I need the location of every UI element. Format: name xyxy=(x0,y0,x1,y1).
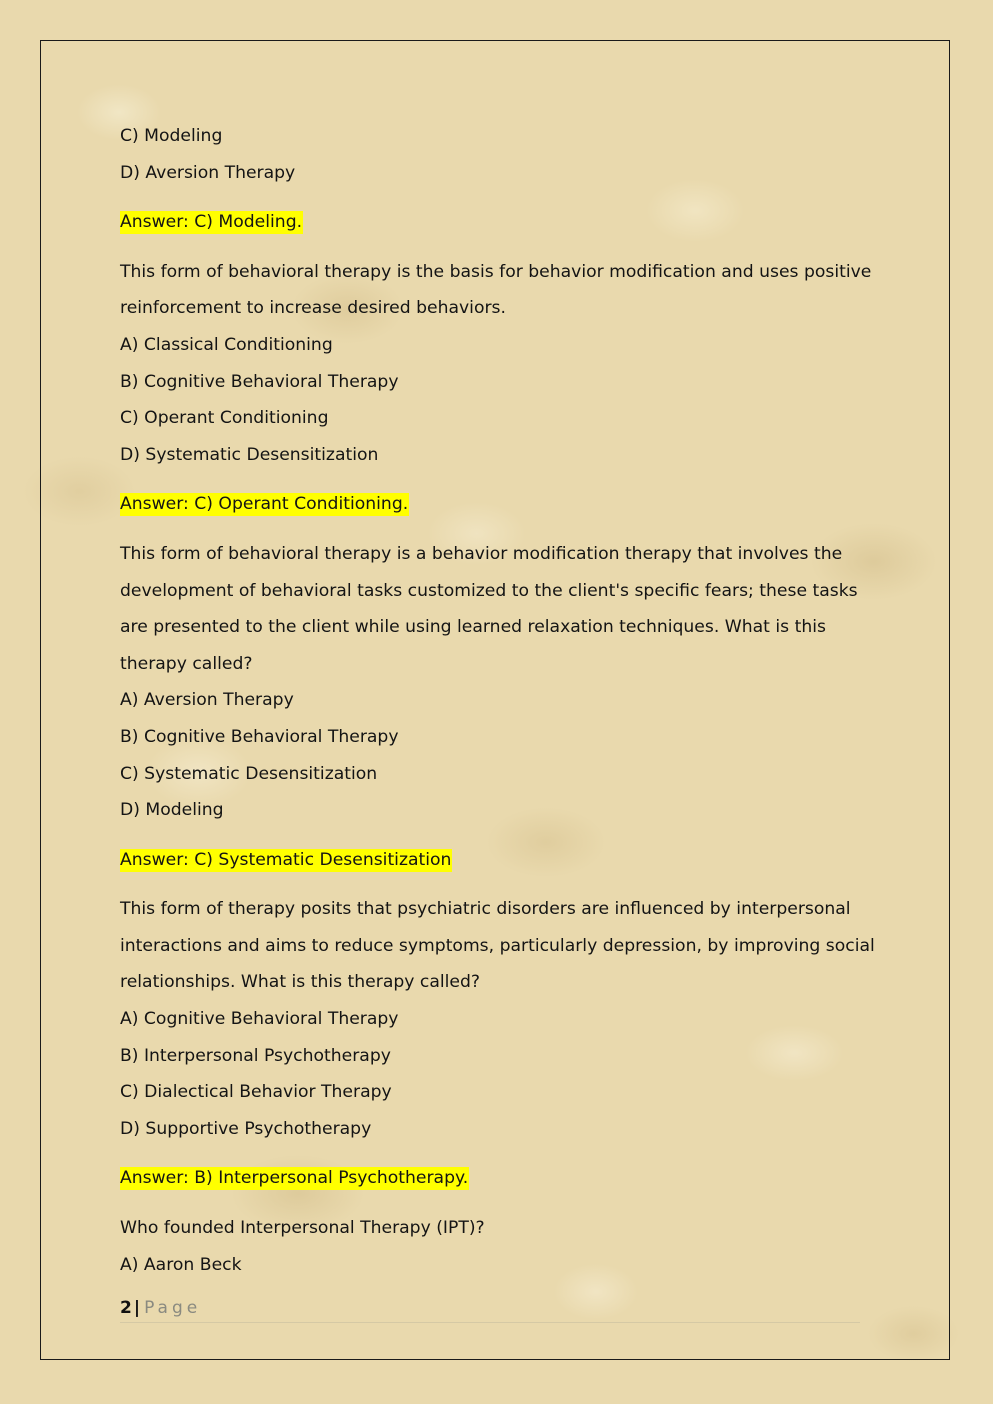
question-block xyxy=(120,1210,880,1283)
answer-option: A) Classical Conditioning xyxy=(120,334,333,355)
answer-line xyxy=(120,842,880,879)
answer-option: B) Interpersonal Psychotherapy xyxy=(120,1045,391,1066)
question-block xyxy=(120,891,880,1197)
answer-option: A) Aaron Beck xyxy=(120,1254,242,1275)
question-text: interactions and aims to reduce symptoms, particularly depression, by improving social xyxy=(120,935,875,956)
answer-line xyxy=(120,1160,880,1197)
answer-option: A) Aversion Therapy xyxy=(120,690,294,711)
question-block xyxy=(120,536,880,878)
answer-option: B) Cognitive Behavioral Therapy xyxy=(120,371,399,392)
question-text: relationships. What is this therapy called? xyxy=(120,972,481,993)
answer-option: C) Systematic Desensitization xyxy=(120,763,378,784)
answer-highlight: Answer: B) Interpersonal Psychotherapy. xyxy=(120,1168,469,1189)
question-text: development of behavioral tasks customized to the client's specific fears; these tasks xyxy=(120,580,858,601)
answer-option: C) Dialectical Behavior Therapy xyxy=(120,1082,392,1103)
question-text: therapy called? xyxy=(120,653,253,674)
answer-line xyxy=(120,204,880,241)
question-block xyxy=(120,254,880,523)
answer-line xyxy=(120,486,880,523)
answer-option: C) Modeling xyxy=(120,126,223,146)
question-text: are presented to the client while using learned relaxation techniques. What is this xyxy=(120,617,826,638)
footer-separator: | xyxy=(133,1298,141,1318)
answer-highlight: Answer: C) Operant Conditioning. xyxy=(120,494,409,515)
answer-option: D) Systematic Desensitization xyxy=(120,444,379,465)
answer-option: D) Supportive Psychotherapy xyxy=(120,1118,372,1139)
page-label: Page xyxy=(144,1298,202,1318)
question-block xyxy=(120,118,880,241)
answer-highlight: Answer: C) Systematic Desensitization xyxy=(120,849,452,870)
answer-option: C) Operant Conditioning xyxy=(120,408,329,429)
answer-option: B) Cognitive Behavioral Therapy xyxy=(120,726,399,747)
question-text: This form of behavioral therapy is a behavior modification therapy that involves the xyxy=(120,543,843,564)
answer-highlight: Answer: C) Modeling. xyxy=(120,212,303,233)
document-body xyxy=(120,118,880,1283)
question-text: This form of behavioral therapy is the basis for behavior modification and uses positive xyxy=(120,261,872,282)
answer-option: D) Aversion Therapy xyxy=(120,162,296,183)
page-number: 2 xyxy=(120,1298,132,1318)
answer-option: A) Cognitive Behavioral Therapy xyxy=(120,1009,399,1030)
question-text: reinforcement to increase desired behaviors. xyxy=(120,298,506,319)
question-text: Who founded Interpersonal Therapy (IPT)? xyxy=(120,1218,485,1239)
page-footer xyxy=(120,1294,860,1323)
answer-option: D) Modeling xyxy=(120,800,224,821)
question-text: This form of therapy posits that psychiatric disorders are influenced by interpersonal xyxy=(120,899,851,920)
